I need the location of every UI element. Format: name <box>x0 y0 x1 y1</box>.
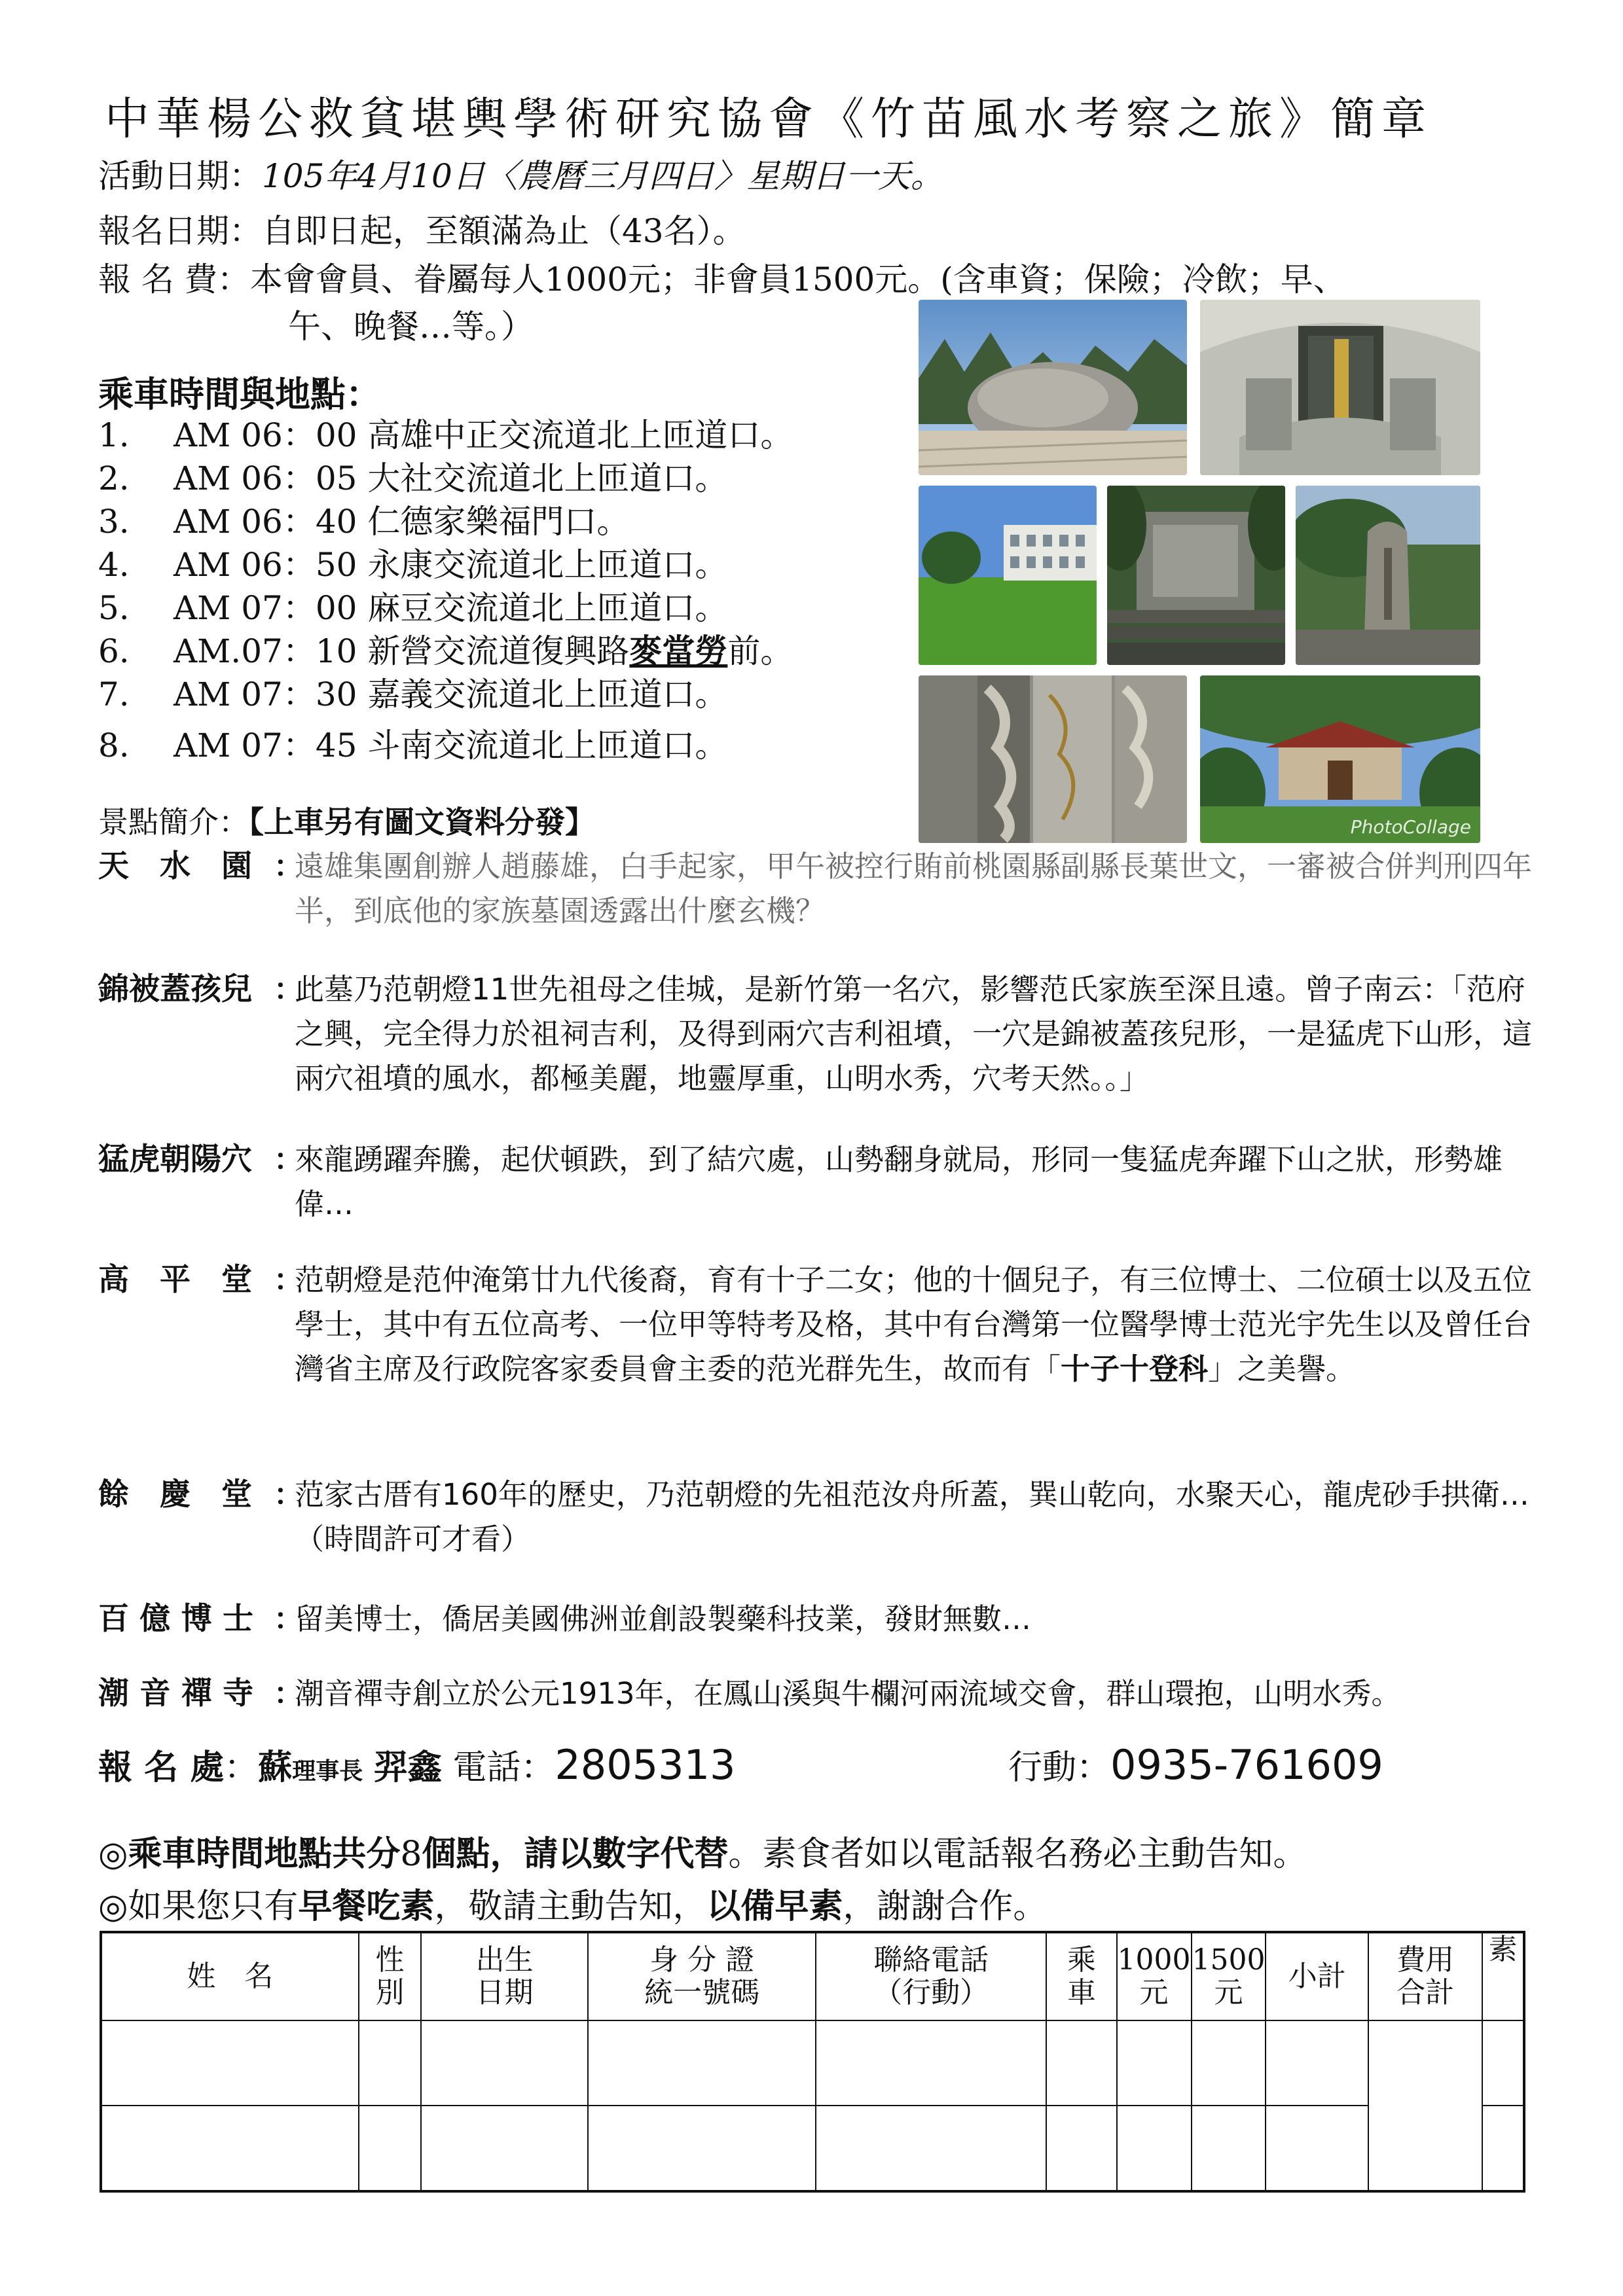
cell-name[interactable] <box>101 2106 359 2191</box>
signup-date-label: 報名日期： <box>98 212 262 250</box>
site-menghu-chaoyang: 猛虎朝陽穴 ： 來龍踴躍奔騰，起伏頓跌，到了結穴處，山勢翻身就局，形同一隻猛虎奔躍下山之狀，形勢雄偉… <box>98 1138 1532 1227</box>
contact-role: 理事長 <box>292 1757 363 1785</box>
registration-form-table <box>100 1931 1525 2193</box>
signup-contact: 報 名 處：蘇理事長 羿鑫 電話：2805313 <box>98 1741 736 1789</box>
site-yuqing-tang: 餘 慶 堂 ： 范家古厝有160年的歷史，乃范朝燈的先祖范汝舟所蓋，巽山乾向，水聚天心，龍虎砂手拱衛…（時間許可才看） <box>98 1473 1532 1562</box>
table-row <box>101 2106 1524 2191</box>
fee-line-continued: 午、晚餐…等。） <box>288 308 534 346</box>
header-subtotal: 小計 <box>1266 1932 1368 2020</box>
header-gender: 性 別 <box>359 1932 421 2020</box>
stop-item: 3. AM 06：40 仁德家樂福門口。 <box>98 503 630 541</box>
cell-fee-1000[interactable] <box>1117 2106 1192 2191</box>
mcdonalds-landmark: 麥當勞 <box>629 632 728 670</box>
cell-subtotal[interactable] <box>1266 2020 1368 2106</box>
phone-number[interactable]: 2805313 <box>555 1741 736 1789</box>
header-birth-date: 出生 日期 <box>421 1932 588 2020</box>
contact-label: 報 名 處 <box>98 1748 225 1787</box>
mobile-number[interactable]: 0935-761609 <box>1110 1741 1383 1789</box>
signup-date-line <box>98 209 746 253</box>
cell-subtotal[interactable] <box>1266 2106 1368 2191</box>
phone-label: 電話： <box>452 1748 555 1787</box>
contact-person-name: 羿鑫 <box>373 1748 442 1787</box>
header-phone: 聯絡電話 （行動） <box>816 1932 1046 2020</box>
cell-vegetarian[interactable] <box>1482 2020 1524 2106</box>
site-name: 高 平 堂 <box>98 1262 252 1298</box>
sites-intro <box>98 798 595 842</box>
cell-gender[interactable] <box>359 2106 421 2191</box>
site-name: 潮 音 禪 寺 <box>98 1676 254 1712</box>
cell-fee-1500[interactable] <box>1192 2106 1266 2191</box>
stop-item: 2. AM 06：05 大社交流道北上匝道口。 <box>98 459 728 497</box>
stop-item: 7. AM 07：30 嘉義交流道北上匝道口。 <box>98 675 728 713</box>
fee-line <box>98 258 1346 301</box>
sites-intro-label: 景點簡介： <box>98 804 249 840</box>
mobile-label: 行動： <box>1008 1748 1111 1787</box>
header-total: 費用 合計 <box>1368 1932 1482 2020</box>
photocollage-watermark: PhotoCollage <box>1350 816 1471 838</box>
stop-item: 1. AM 06：00 高雄中正交流道北上匝道口。 <box>98 416 793 454</box>
site-name: 錦被蓋孩兒 <box>98 971 252 1007</box>
cell-total[interactable] <box>1368 2020 1482 2191</box>
fee-value: 本會會員、眷屬每人1000元；非會員1500元。(含車資；保險；冷飲；早、 <box>249 260 1346 298</box>
stop-item: 8. AM 07：45 斗南交流道北上匝道口。 <box>98 726 728 764</box>
boarding-heading: 乘車時間與地點： <box>98 374 381 415</box>
site-description: 潮音禪寺創立於公元1913年，在鳳山溪與牛欄河兩流域交會，群山環抱，山明水秀。 <box>295 1676 1401 1711</box>
activity-date-value: 105年4月10日〈農曆三月四日〉星期日一天。 <box>262 157 943 195</box>
photo-carved-stone <box>1296 486 1480 665</box>
photo-building-lawn <box>919 486 1097 665</box>
activity-date-line <box>98 154 943 198</box>
site-description: 來龍踴躍奔騰，起伏頓跌，到了結穴處，山勢翻身就局，形同一隻猛虎奔躍下山之狀，形勢雄偉… <box>295 1142 1503 1221</box>
photo-tomb-front <box>1200 300 1480 475</box>
site-chaoyin-temple: 潮 音 禪 寺 ： 潮音禪寺創立於公元1913年，在鳳山溪與牛欄河兩流域交會，群山環抱，山明水秀。 <box>98 1672 1532 1716</box>
fee-label: 報 名 費： <box>98 260 250 298</box>
boarding-stops-list <box>98 414 917 767</box>
photo-rock-monument <box>919 300 1187 475</box>
page-title: 中華楊公救貧堪輿學術研究協會《竹苗風水考察之旅》簡章 <box>105 94 1433 145</box>
cell-birth-date[interactable] <box>421 2020 588 2106</box>
site-description: 留美博士，僑居美國佛洲並創設製藥科技業，發財無數… <box>295 1602 1032 1636</box>
ten-sons-phrase: 十子十登科 <box>1061 1352 1209 1386</box>
activity-date-label: 活動日期： <box>98 157 262 195</box>
header-vegetarian: 素 <box>1482 1932 1524 2020</box>
site-name: 天 水 園 <box>98 848 252 884</box>
site-jinbei-gaihaier: 錦被蓋孩兒 ： 此墓乃范朝燈11世先祖母之佳城，是新竹第一名穴，影響范氏家族至深且遠。曾子南云：「范府之興，完全得力於祖祠吉利，及得到兩穴吉利祖墳，一穴是錦被蓋孩兒形，一是猛虎下山形，這兩穴祖墳的風水，都極美麗，地靈厚重，山明水秀，穴考天然。。」 <box>98 967 1532 1101</box>
site-name: 百 億 博 士 <box>98 1601 254 1637</box>
photo-stone-wall-steps <box>1107 486 1285 665</box>
signup-date-value: 自即日起，至額滿為止（43名）。 <box>262 212 746 250</box>
cell-vegetarian[interactable] <box>1482 2106 1524 2191</box>
note-line-1: ◎乘車時間地點共分8個點，請以數字代替。素食者如以電話報名務必主動告知。 <box>98 1834 1307 1874</box>
note-line-2: ◎如果您只有早餐吃素，敬請主動告知，以備早素，謝謝合作。 <box>98 1886 1048 1926</box>
site-description: 遠雄集團創辦人趙藤雄，白手起家，甲午被控行賄前桃園縣副縣長葉世文，一審被合併判刑四年半，到底他的家族墓園透露出什麼玄機？ <box>295 849 1533 928</box>
cell-fee-1500[interactable] <box>1192 2020 1266 2106</box>
site-name: 猛虎朝陽穴 <box>98 1141 252 1177</box>
site-baiyi-boshi: 百 億 博 士 ： 留美博士，僑居美國佛洲並創設製藥科技業，發財無數… <box>98 1597 1532 1641</box>
cell-phone[interactable] <box>816 2020 1046 2106</box>
table-header-row <box>101 1932 1524 2020</box>
cell-gender[interactable] <box>359 2020 421 2106</box>
header-id-number: 身 分 證 統一號碼 <box>588 1932 816 2020</box>
header-fee-1500: 1500 元 <box>1192 1932 1266 2020</box>
photo-relief-carvings <box>919 675 1187 843</box>
site-description: 此墓乃范朝燈11世先祖母之佳城，是新竹第一名穴，影響范氏家族至深且遠。曾子南云：「范府之興，完全得力於祖祠吉利，及得到兩穴吉利祖墳，一穴是錦被蓋孩兒形，一是猛虎下山形，這兩穴祖墳的風水，都極美麗，地靈厚重，山明水秀，穴考天然。。」 <box>295 972 1533 1096</box>
stop-item: 6. AM.07：10 新營交流道復興路麥當勞前。 <box>98 632 793 670</box>
cell-phone[interactable] <box>816 2106 1046 2191</box>
cell-name[interactable] <box>101 2020 359 2106</box>
photo-collage <box>919 300 1480 843</box>
cell-fee-1000[interactable] <box>1117 2020 1192 2106</box>
stop-item: 5. AM 07：00 麻豆交流道北上匝道口。 <box>98 589 728 627</box>
header-boarding: 乘 車 <box>1046 1932 1116 2020</box>
site-description: 范朝燈是范仲淹第廿九代後裔，育有十子二女；他的十個兒子，有三位博士、二位碩士以及五位學士，其中有五位高考、一位甲等特考及格，其中有台灣第一位醫學博士范光宇先生以及曾任台灣省主席及行政院客家委員會主委的范光群先生，故而有「十子十登科」之美譽。 <box>295 1263 1533 1386</box>
cell-boarding[interactable] <box>1046 2020 1116 2106</box>
site-name: 餘 慶 堂 <box>98 1477 252 1513</box>
mobile-contact <box>1008 1740 1383 1789</box>
cell-id-number[interactable] <box>588 2020 816 2106</box>
site-tianshuiyuan: 天 水 園 ： 遠雄集團創辦人趙藤雄，白手起家，甲午被控行賄前桃園縣副縣長葉世文，一審被合併判刑四年半，到底他的家族墓園透露出什麼玄機？ <box>98 844 1532 933</box>
header-fee-1000: 1000 元 <box>1117 1932 1192 2020</box>
header-name: 姓 名 <box>101 1932 359 2020</box>
cell-boarding[interactable] <box>1046 2106 1116 2191</box>
stop-item: 4. AM 06：50 永康交流道北上匝道口。 <box>98 546 728 584</box>
site-description: 范家古厝有160年的歷史，乃范朝燈的先祖范汝舟所蓋，巽山乾向，水聚天心，龍虎砂手拱衛…（時間許可才看） <box>295 1477 1529 1556</box>
cell-birth-date[interactable] <box>421 2106 588 2191</box>
table-row <box>101 2020 1524 2106</box>
cell-id-number[interactable] <box>588 2106 816 2191</box>
photo-temple <box>1200 675 1480 843</box>
sites-intro-note: 【上車另有圖文資料分發】 <box>249 804 595 840</box>
contact-person-surname: 蘇 <box>258 1748 293 1787</box>
site-gaoping-tang: 高 平 堂 ： 范朝燈是范仲淹第廿九代後裔，育有十子二女；他的十個兒子，有三位博士、二位碩士以及五位學士，其中有五位高考、一位甲等特考及格，其中有台灣第一位醫學博士范光宇先生以及曾任台灣省主席及行政院客家委員會主委的范光群先生，故而有「十子十登科」之美譽。 <box>98 1258 1532 1391</box>
